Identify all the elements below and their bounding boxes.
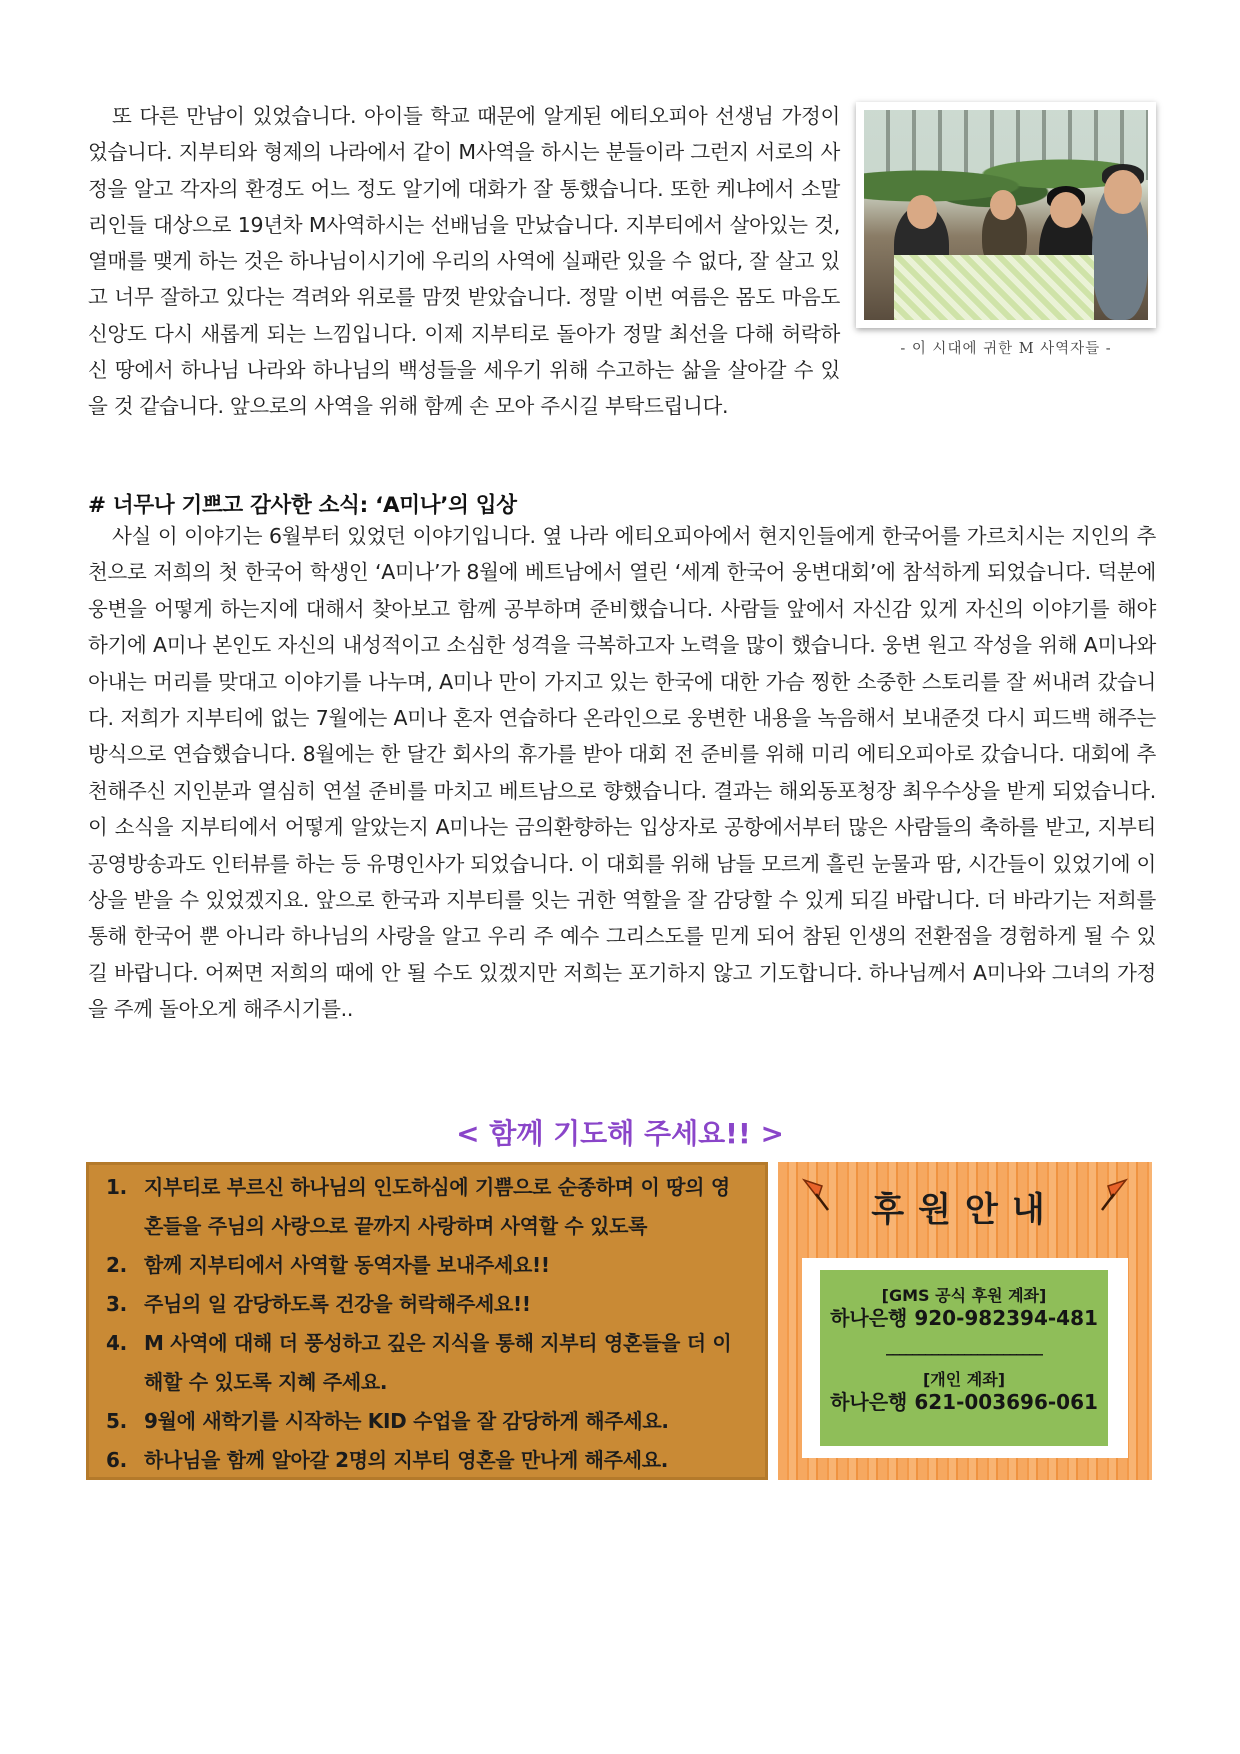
photo-caption: - 이 시대에 귀한 M 사역자들 -	[900, 341, 1112, 357]
prayer-item-text: M 사역에 대해 더 풍성하고 깊은 지식을 통해 지부티 영혼들을 더 이해할 수 있도록 지혜 주세요.	[144, 1331, 732, 1394]
prayer-heading: < 함께 기도해 주세요!! >	[456, 1117, 784, 1150]
gms-account-number: 하나은행 920-982394-481	[830, 1306, 1098, 1330]
prayer-item-text: 함께 지부티에서 사역할 동역자를 보내주세요!!	[144, 1253, 550, 1277]
support-inner-frame	[802, 1258, 1128, 1458]
prayer-item-text: 하나님을 함께 알아갈 2명의 지부티 영혼을 만나게 해주세요.	[144, 1448, 669, 1472]
section-body: 사실 이 이야기는 6월부터 있었던 이야기입니다. 옆 나라 에티오피아에서 현지인들에게 한국어를 가르치시는 지인의 추천으로 저희의 첫 한국어 학생인 ‘A미나’가 8월에 베트남에서 열린 ‘세계 한국어 웅변대회’에 참석하게 되었습니다. 덕분에 웅변을 어떻게 하는지에 대해서 찾아보고 함께 공부하며 준비했습니다. 사람들 앞에서 자신감 있게 자신의 이야기를 해야하기에 A미나 본인도 자신의 내성적이고 소심한 성격을 극복하고자 노력을 많이 했습니다. 웅변 원고 작성을 위해 A미나와 아내는 머리를 맞대고 이야기를 나누며, A미나 만이 가지고 있는 한국에 대한 가슴 찡한 소중한 스토리를 잘 써내려 갔습니다. 저희가 지부티에 없는 7월에는 A미나 혼자 연습하다 온라인으로 웅변한 내용을 녹음해서 보내준것 다시 피드백 해주는 방식으로 연습했습니다. 8월에는 한 달간 회사의 휴가를 받아 대회 전 준비를 위해 미리 에티오피아로 갔습니다. 대회에 추천해주신 지인분과 열심히 연설 준비를 마치고 베트남으로 향했습니다. 결과는 해외동포청장 최우수상을 받게 되었습니다. 이 소식을 지부티에서 어떻게 알았는지 A미나는 금의환향하는 입상자로 공항에서부터 많은 사람들의 축하를 받고, 지부티 공영방송과도 인터뷰를 하는 등 유명인사가 되었습니다. 이 대회를 위해 남들 모르게 흘린 눈물과 땀, 시간들이 있었기에 이 상을 받을 수 있었겠지요. 앞으로 한국과 지부티를 잇는 귀한 역할을 잘 감당할 수 있게 되길 바랍니다. 더 바라기는 저희를 통해 한국어 뿐 아니라 하나님의 사랑을 알고 우리 주 예수 그리스도를 믿게 되어 참된 인생의 전환점을 경험하게 될 수 있길 바랍니다. 어쩌면 저희의 때에 안 될 수도 있겠지만 저희는 포기하지 않고 기도합니다. 하나님께서 A미나와 그녀의 가정을 주께 돌아오게 해주시기를..	[88, 524, 1156, 1022]
prayer-item	[86, 1246, 746, 1285]
support-title: 후원안내	[871, 1190, 1059, 1230]
prayer-list	[86, 1168, 746, 1480]
prayer-item-number: 6.	[106, 1448, 127, 1472]
prayer-item	[86, 1402, 746, 1441]
prayer-item-number: 3.	[106, 1292, 127, 1316]
section-title: # 너무나 기쁘고 감사한 소식: ‘A미나’의 입상	[88, 493, 517, 518]
prayer-item	[86, 1168, 746, 1246]
photo-frame	[856, 102, 1156, 328]
account-panel	[820, 1270, 1108, 1446]
prayer-item	[86, 1324, 746, 1402]
prayer-item-number: 5.	[106, 1409, 127, 1433]
account-separator: ________________________	[886, 1338, 1042, 1356]
prayer-item	[86, 1285, 746, 1324]
group-photo	[864, 110, 1148, 320]
intro-paragraph: 또 다른 만남이 있었습니다. 아이들 학교 때문에 알게된 에티오피아 선생님 가정이었습니다. 지부티와 형제의 나라에서 같이 M사역을 하시는 분들이라 그런지 서로의 사정을 알고 각자의 환경도 어느 정도 알기에 대화가 잘 통했습니다. 또한 케냐에서 소말리인들 대상으로 19년차 M사역하시는 선배님을 만났습니다. 지부티에서 살아있는 것, 열매를 맺게 하는 것은 하나님이시기에 우리의 사역에 실패란 있을 수 없다, 잘 살고 있고 너무 잘하고 있다는 격려와 위로를 맘껏 받았습니다. 정말 이번 여름은 몸도 마음도 신앙도 다시 새롭게 되는 느낌입니다. 이제 지부티로 돌아가 정말 최선을 다해 허락하신 땅에서 하나님 나라와 하나님의 백성들을 세우기 위해 수고하는 삶을 살아갈 수 있을 것 같습니다. 앞으로의 사역을 위해 함께 손 모아 주시길 부탁드립니다.	[88, 104, 840, 419]
prayer-item-number: 2.	[106, 1253, 127, 1277]
personal-account-label: [개인 계좌]	[922, 1370, 1006, 1389]
prayer-item-text: 지부티로 부르신 하나님의 인도하심에 기쁨으로 순종하며 이 땅의 영혼들을 주님의 사랑으로 끝까지 사랑하며 사역할 수 있도록	[144, 1175, 730, 1238]
prayer-item-number: 4.	[106, 1331, 127, 1355]
prayer-item-number: 1.	[106, 1175, 127, 1199]
prayer-box	[86, 1162, 768, 1480]
support-box	[778, 1162, 1152, 1480]
pushpin-icon	[1094, 1176, 1134, 1216]
gms-account-label: [GMS 공식 후원 계좌]	[881, 1286, 1047, 1305]
prayer-item-text: 주님의 일 감당하도록 건강을 허락해주세요!!	[144, 1292, 531, 1316]
prayer-item-text: 9월에 새학기를 시작하는 KID 수업을 잘 감당하게 해주세요.	[144, 1409, 669, 1433]
personal-account-number: 하나은행 621-003696-061	[830, 1390, 1098, 1414]
prayer-item	[86, 1441, 746, 1480]
